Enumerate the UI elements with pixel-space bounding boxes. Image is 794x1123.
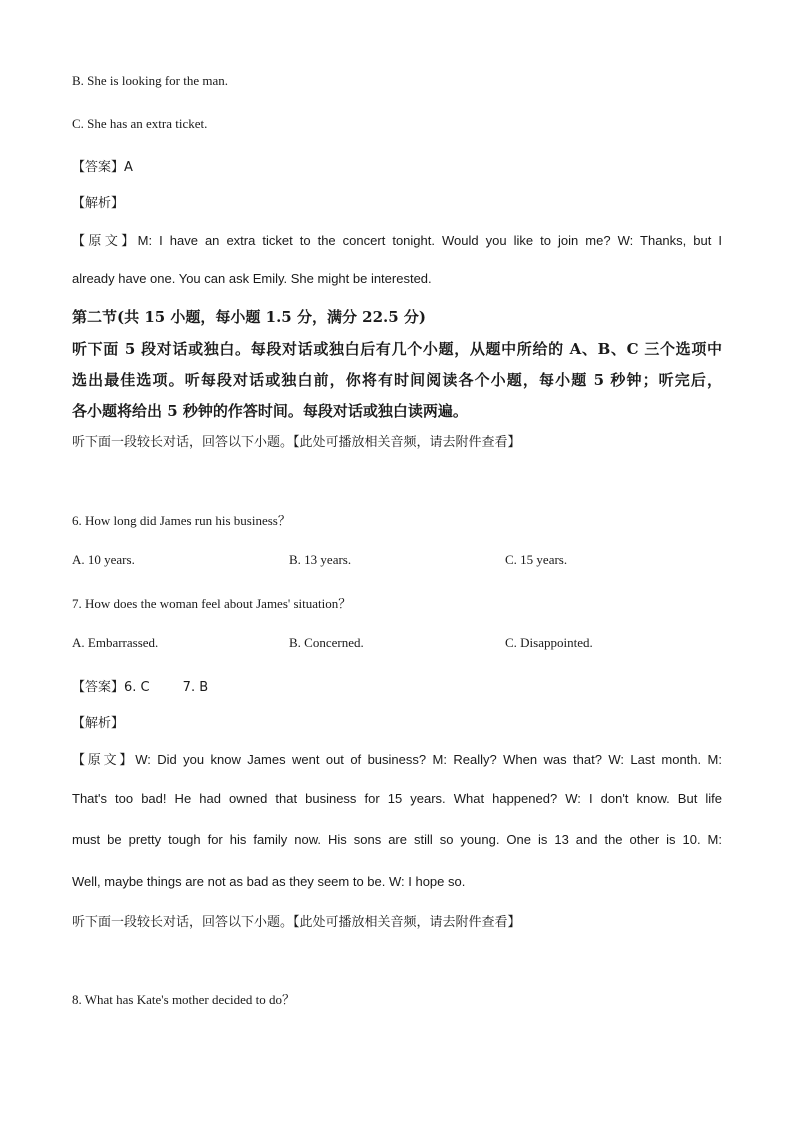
q67-answer: 【答案】6. C 7. B <box>72 680 209 695</box>
q7-option-b: B. Concerned. <box>289 635 364 650</box>
q5-option-b: B. She is looking for the man. <box>72 73 228 88</box>
q67-transcript-line-4: Well, maybe things are not as bad as they seem to be. W: I hope so. <box>72 874 466 889</box>
listen-note-2: 听下面一段较长对话，回答以下小题。【此处可播放相关音频，请去附件查看】 <box>72 915 521 930</box>
q7-option-c: C. Disappointed. <box>505 635 593 650</box>
q5-analysis-label: 【解析】 <box>72 196 125 211</box>
q6-option-b: B. 13 years. <box>289 552 352 567</box>
section2-heading: 第二节(共 15 小题，每小题 1.5 分，满分 22.5 分) <box>72 308 427 326</box>
q67-transcript-line-3: must be pretty tough for his family now. His sons are still so young. One is 13 and the other is 10. M: <box>72 832 722 847</box>
q67-analysis-label: 【解析】 <box>72 716 125 731</box>
q8-question: 8. What has Kate's mother decided to do？ <box>72 992 296 1007</box>
q5-option-c: C. She has an extra ticket. <box>72 116 208 131</box>
q67-transcript-line-2: That's too bad! He had owned that business for 15 years. What happened? W: I don't know. But life <box>72 791 722 806</box>
q5-transcript-line-2: already have one. You can ask Emily. She might be interested. <box>72 271 432 286</box>
q6-question: 6. How long did James run his business？ <box>72 513 291 528</box>
q5-transcript-line-1: 【原文】M: I have an extra ticket to the concert tonight. Would you like to join me? W: Thanks, but I <box>72 233 722 248</box>
section2-instruction-line-1: 听下面 5 段对话或独白。每段对话或独白后有几个小题，从题中所给的 A、B、C 三个选项中 <box>72 340 722 358</box>
section2-instruction-line-2: 选出最佳选项。听每段对话或独白前，你将有时间阅读各个小题，每小题 5 秒钟；听完后， <box>72 371 722 389</box>
q67-transcript-line-1: 【原文】W: Did you know James went out of business? M: Really? When was that? W: Last month. M: <box>72 752 722 767</box>
section2-instruction-line-3: 各小题将给出 5 秒钟的作答时间。每段对话或独白读两遍。 <box>72 402 468 420</box>
q6-option-c: C. 15 years. <box>505 552 568 567</box>
q5-answer: 【答案】A <box>72 160 133 175</box>
q6-option-a: A. 10 years. <box>72 552 135 567</box>
q7-question: 7. How does the woman feel about James' situation？ <box>72 596 352 611</box>
listen-note-1: 听下面一段较长对话，回答以下小题。【此处可播放相关音频，请去附件查看】 <box>72 435 521 450</box>
q7-option-a: A. Embarrassed. <box>72 635 159 650</box>
